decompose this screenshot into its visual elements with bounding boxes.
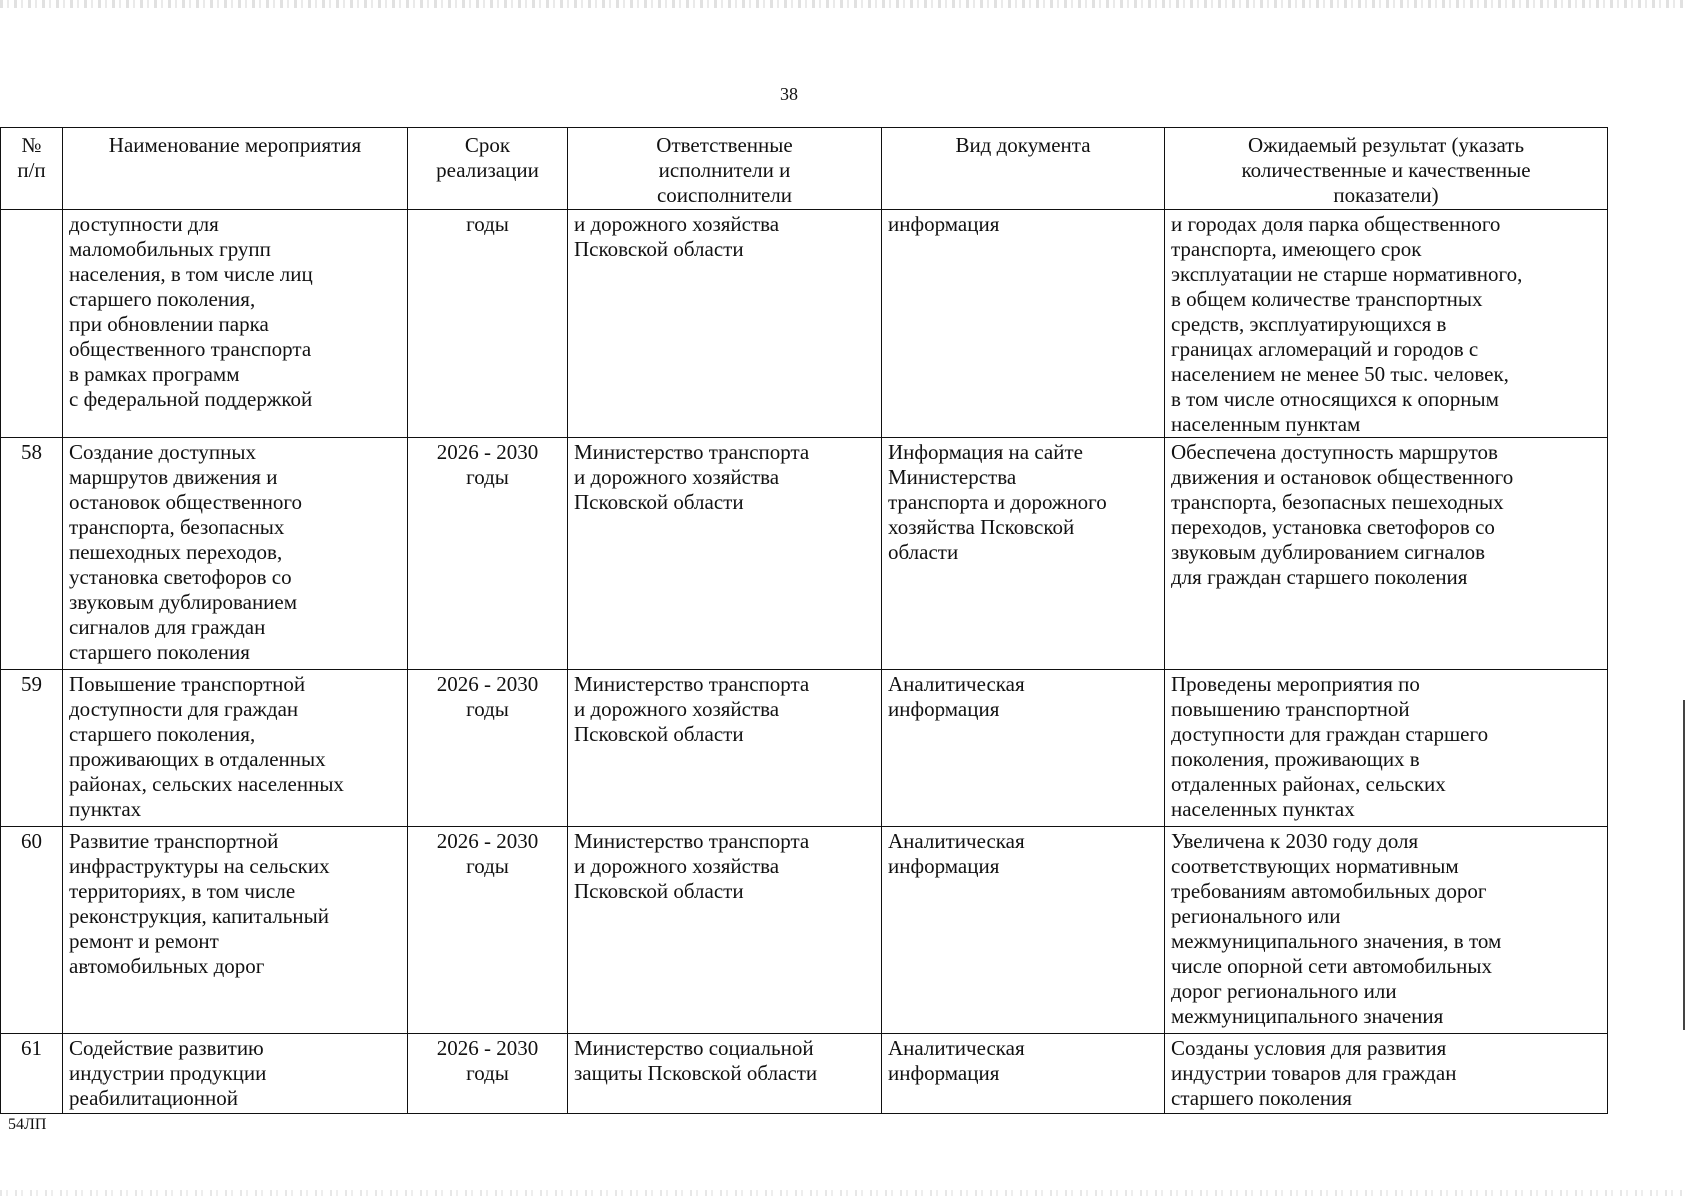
header-row [1,128,1608,210]
page-number: 38 [780,84,798,104]
expected-result: и городах доля парка общественного транспорта, имеющего срок эксплуатации не старше нормативного, в общем количестве транспортных средств, эксплуатирующихся в границах агломераций и городов с населением не менее 50 тыс. человек, в том числе относящихся к опорным населенным пунктам [1165,210,1608,438]
scan-edge-right [1683,700,1685,1030]
header-term: Срок реализации [408,128,568,210]
expected-result: Проведены мероприятия по повышению транспортной доступности для граждан старшего поколения, проживающих в отдаленных районах, сельских населенных пунктах [1165,670,1608,827]
table-row [1,670,1608,827]
row-number: 58 [1,438,63,670]
scan-edge-top [0,0,1686,8]
term: 2026 - 2030 годы [408,670,568,827]
term: 2026 - 2030 годы [408,438,568,670]
footer-code: 54ЛП [8,1116,47,1133]
header-executors: Ответственные исполнители и соисполнители [568,128,882,210]
header-name: Наименование мероприятия [63,128,408,210]
header-doc-type: Вид документа [882,128,1165,210]
row-number: 61 [1,1034,63,1114]
header-result: Ожидаемый результат (указать количественные и качественные показатели) [1165,128,1608,210]
term: 2026 - 2030 годы [408,827,568,1034]
measure-name: Развитие транспортной инфраструктуры на сельских территориях, в том числе реконструкция, капитальный ремонт и ремонт автомобильных дорог [63,827,408,1034]
measures-table [0,127,1608,1114]
row-number: 59 [1,670,63,827]
table-row [1,438,1608,670]
measure-name: доступности для маломобильных групп населения, в том числе лиц старшего поколения, при обновлении парка общественного транспорта в рамках программ с федеральной поддержкой [63,210,408,438]
row-number: 60 [1,827,63,1034]
header-num: № п/п [1,128,63,210]
term: годы [408,210,568,438]
term: 2026 - 2030 годы [408,1034,568,1114]
table-row [1,1034,1608,1114]
executors: Министерство социальной защиты Псковской области [568,1034,882,1114]
document-type: Аналитическая информация [882,827,1165,1034]
executors: и дорожного хозяйства Псковской области [568,210,882,438]
measure-name: Повышение транспортной доступности для граждан старшего поколения, проживающих в отдаленных районах, сельских населенных пунктах [63,670,408,827]
table-row [1,827,1608,1034]
measure-name: Создание доступных маршрутов движения и остановок общественного транспорта, безопасных пешеходных переходов, установка светофоров со звуковым дублированием сигналов для граждан старшего поколения [63,438,408,670]
document-type: информация [882,210,1165,438]
executors: Министерство транспорта и дорожного хозяйства Псковской области [568,827,882,1034]
document-type: Информация на сайте Министерства транспорта и дорожного хозяйства Псковской области [882,438,1165,670]
measure-name: Содействие развитию индустрии продукции реабилитационной [63,1034,408,1114]
expected-result: Созданы условия для развития индустрии товаров для граждан старшего поколения [1165,1034,1608,1114]
document-type: Аналитическая информация [882,670,1165,827]
expected-result: Обеспечена доступность маршрутов движения и остановок общественного транспорта, безопасных пешеходных переходов, установка светофоров со звуковым дублированием сигналов для граждан старшего поколения [1165,438,1608,670]
executors: Министерство транспорта и дорожного хозяйства Псковской области [568,670,882,827]
executors: Министерство транспорта и дорожного хозяйства Псковской области [568,438,882,670]
table-row [1,210,1608,438]
row-number [1,210,63,438]
document-type: Аналитическая информация [882,1034,1165,1114]
expected-result: Увеличена к 2030 году доля соответствующих нормативным требованиям автомобильных дорог регионального или межмуниципального значения, в том числе опорной сети автомобильных дорог регионального или межмуниципального значения [1165,827,1608,1034]
scan-edge-bottom [0,1190,1686,1196]
